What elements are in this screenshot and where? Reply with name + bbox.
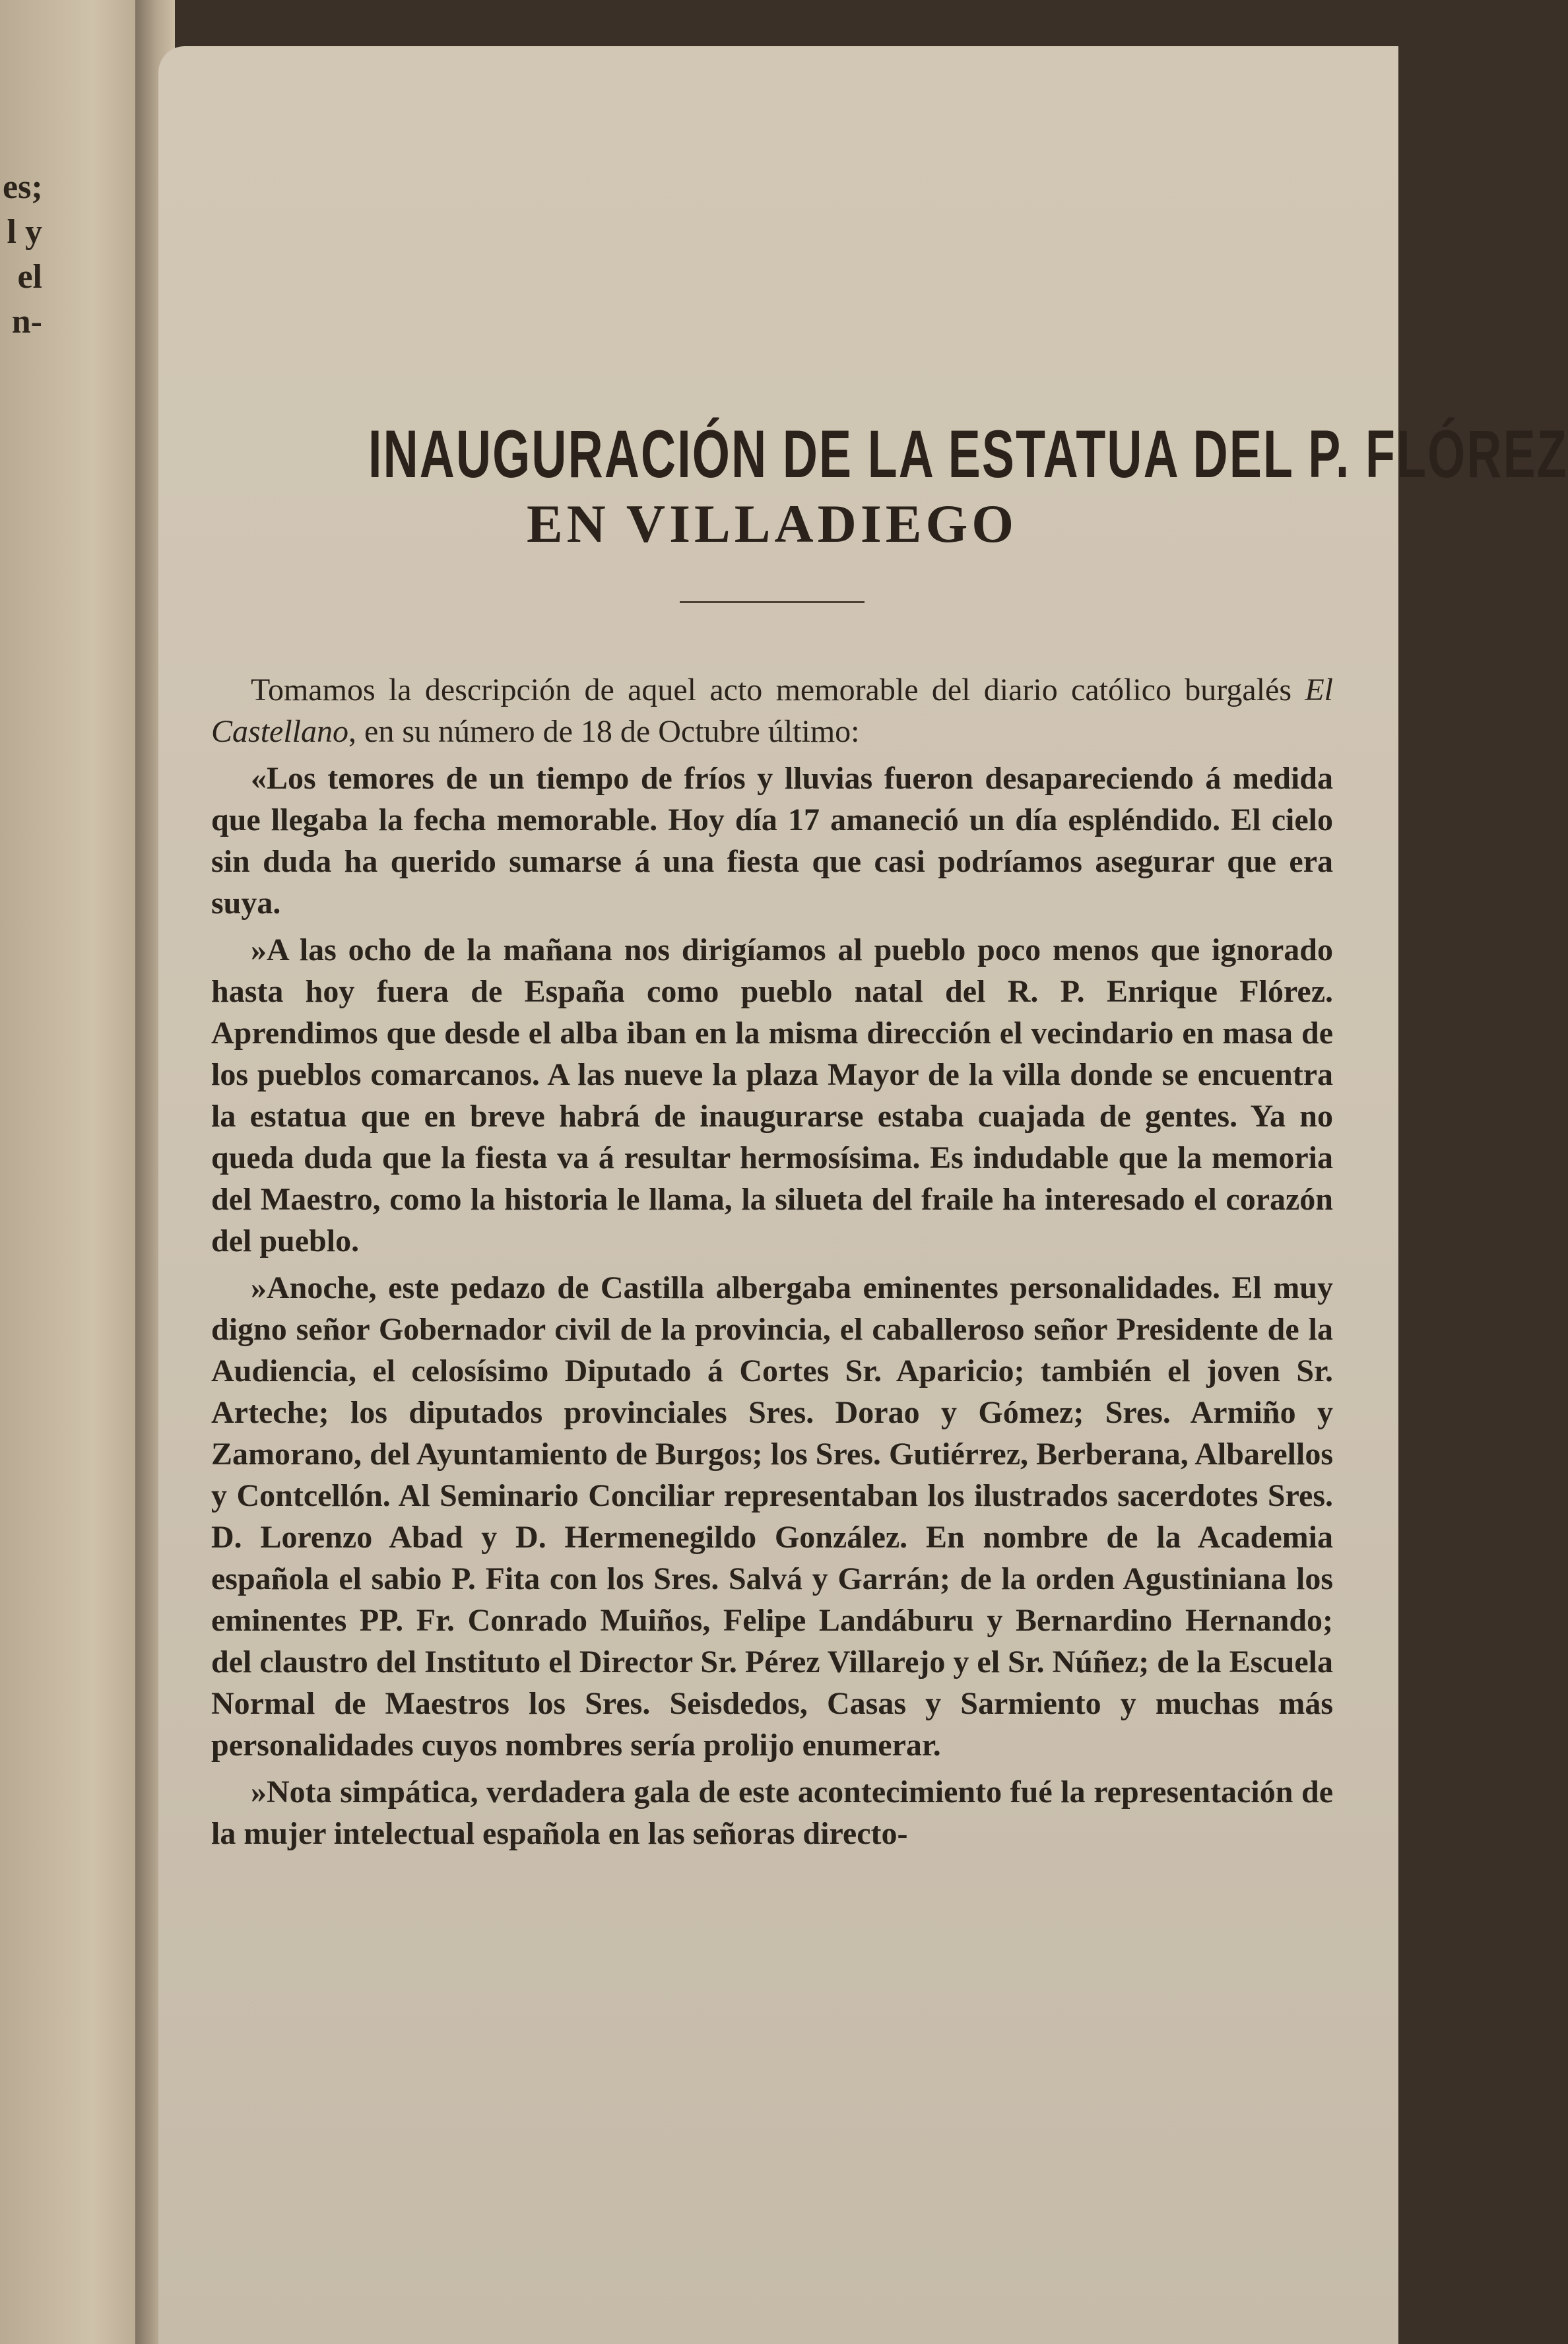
- intro-text-after: , en su número de 18 de Octubre último:: [348, 714, 860, 749]
- left-fragment: n-: [11, 303, 42, 341]
- left-page-edge: [0, 0, 155, 2344]
- quoted-paragraph: »Anoche, este pedazo de Castilla albergaba eminentes personalidades. El muy digno señor Gobernador civil de la provincia, el caballeroso señor Presidente de la Audiencia, el celosísimo Diputado á Cortes Sr. Aparicio; también el joven Sr. Arteche; los diputados provinciales Sres. Dorao y Gómez; Sres. Armiño y Zamorano, del Ayuntamiento de Burgos; los Sres. Gutiérrez, Berberana, Albarellos y Contcellón. Al Seminario Conciliar representaban los ilustrados sacerdotes Sres. D. Lorenzo Abad y D. Hermenegildo González. En nombre de la Academia española el sabio P. Fita con los Sres. Salvá y Garrán; de la orden Agustiniana los eminentes PP. Fr. Conrado Muiños, Felipe Landáburu y Bernardino Hernando; del claustro del Instituto el Director Sr. Pérez Villarejo y el Sr. Núñez; de la Escuela Normal de Maestros los Sres. Seisdedos, Casas y Sarmiento y muchas más personalidades cuyos nombres sería prolijo enumerar.: [211, 1270, 1333, 1763]
- article: [211, 370, 1568, 1860]
- quoted-paragraph: »Nota simpática, verdadera gala de este acontecimiento fué la representación de la mujer intelectual española en las señoras directo-: [211, 1774, 1333, 1851]
- left-fragment: el: [17, 258, 42, 296]
- title-divider: [680, 601, 865, 603]
- article-subtitle: EN VILLADIEGO: [526, 494, 1018, 554]
- right-page: [158, 46, 1568, 2344]
- left-fragment: l y: [7, 213, 42, 251]
- left-page-text-fragments: [3, 165, 42, 344]
- article-title: INAUGURACIÓN DE LA ESTATUA DEL P. FLÓREZ: [368, 416, 1568, 492]
- quoted-paragraph: «Los temores de un tiempo de fríos y lluvias fueron desapareciendo á medida que llegaba la fecha memorable. Hoy día 17 amaneció un día espléndido. El cielo sin duda ha querido sumarse á una fiesta que casi podríamos asegurar que era suya.: [211, 761, 1333, 921]
- intro-text-before: Tomamos la descripción de aquel acto memorable del diario católico burgalés: [251, 672, 1305, 707]
- left-fragment: es;: [3, 168, 43, 206]
- quoted-paragraph: »A las ocho de la mañana nos dirigíamos al pueblo poco menos que ignorado hasta hoy fuera de España como pueblo natal del R. P. Enrique Flórez. Aprendimos que desde el alba iban en la misma dirección el vecindario en masa de los pueblos comarcanos. A las nueve la plaza Mayor de la villa donde se encuentra la estatua que en breve habrá de inaugurarse estaba cuajada de gentes. Ya no queda duda que la fiesta va á resultar hermosísima. Es indudable que la memoria del Maestro, como la historia le llama, la silueta del fraile ha interesado el corazón del pueblo.: [211, 932, 1333, 1258]
- intro-paragraph: [211, 669, 1333, 752]
- newspaper-name: El Castellano: [211, 672, 1333, 749]
